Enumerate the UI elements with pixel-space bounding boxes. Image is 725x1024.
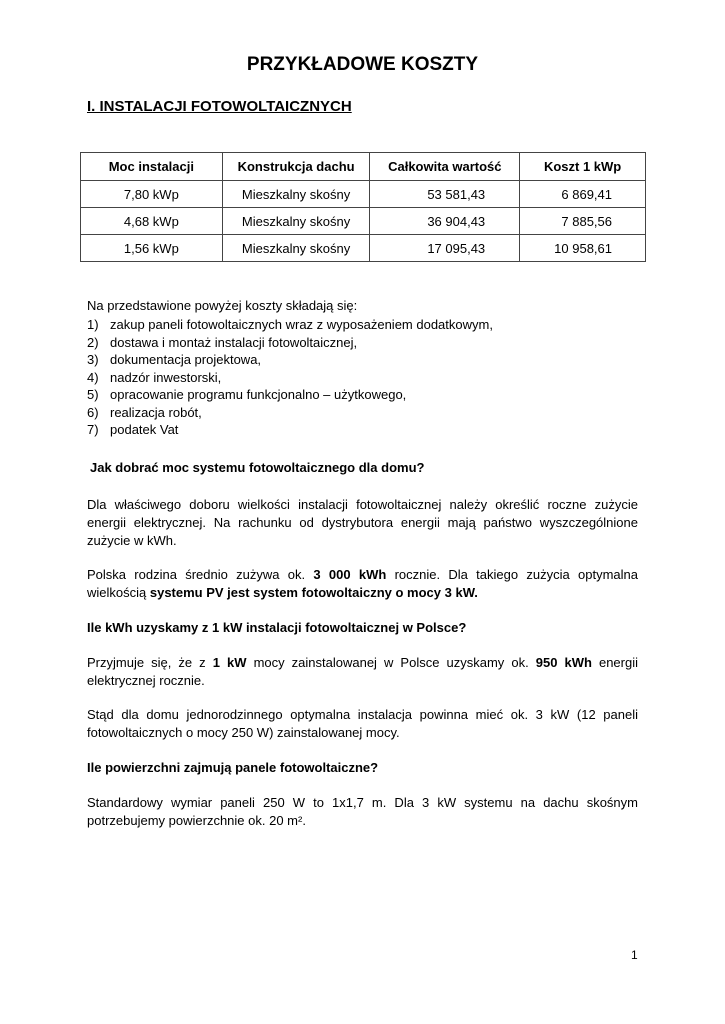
- list-number: 4): [87, 369, 99, 385]
- bold-run: 3 000 kWh: [313, 567, 387, 582]
- cell-konstrukcja: Mieszkalny skośny: [222, 181, 370, 208]
- list-item: [87, 369, 493, 387]
- list-intro: Na przedstawione powyżej koszty składają się:: [87, 298, 358, 313]
- cell-wartosc: 17 095,43: [370, 235, 520, 262]
- cell-moc: 1,56 kWp: [81, 235, 223, 262]
- list-text: dokumentacja projektowa,: [110, 352, 262, 367]
- question-heading-power: Jak dobrać moc systemu fotowoltaicznego dla domu?: [90, 460, 425, 475]
- question-heading-yield: Ile kWh uzyskamy z 1 kW instalacji fotowoltaicznej w Polsce?: [87, 620, 467, 635]
- table-header-row: [81, 153, 646, 181]
- paragraph-yield: [87, 654, 638, 690]
- cell-konstrukcja: Mieszkalny skośny: [222, 235, 370, 262]
- list-item: [87, 334, 493, 352]
- table-row: [81, 235, 646, 262]
- text-run: Polska rodzina średnio zużywa ok.: [87, 567, 314, 582]
- paragraph-panel-size: Standardowy wymiar paneli 250 W to 1x1,7 m. Dla 3 kW systemu na dachu skośnym potrzebujemy powierzchnie ok. 20 m².: [87, 795, 638, 828]
- header-konstrukcja: Konstrukcja dachu: [222, 153, 370, 181]
- cost-table: [80, 152, 646, 262]
- question-heading-area: Ile powierzchni zajmują panele fotowoltaiczne?: [87, 760, 379, 775]
- table-row: [81, 208, 646, 235]
- list-number: 3): [87, 352, 99, 367]
- list-text: zakup paneli fotowoltaicznych wraz z wyposażeniem dodatkowym,: [110, 317, 493, 332]
- cell-koszt: 10 958,61: [520, 235, 646, 262]
- table-row: [81, 181, 646, 208]
- list-text: opracowanie programu funkcjonalno – użytkowego,: [110, 387, 407, 402]
- cell-moc: 4,68 kWp: [81, 208, 223, 235]
- list-text: realizacja robót,: [110, 404, 202, 420]
- bold-run: systemu PV jest system fotowoltaiczny o mocy 3 kW.: [149, 585, 478, 600]
- list-item: [87, 351, 493, 369]
- paragraph-optimal-installation: Stąd dla domu jednorodzinnego optymalna instalacja powinna mieć ok. 3 kW (12 paneli fotowoltaicznych o mocy 250 W) zainstalowanej mocy.: [87, 707, 638, 740]
- cell-wartosc: 53 581,43: [370, 181, 520, 208]
- section-heading: I. INSTALACJI FOTOWOLTAICZNYCH: [87, 98, 352, 115]
- list-item: [87, 421, 493, 439]
- page-number: 1: [631, 948, 638, 962]
- cost-components-list: [87, 316, 493, 439]
- bold-run: 1 kW: [212, 655, 247, 670]
- list-item: [87, 316, 493, 334]
- list-text: nadzór inwestorski,: [110, 369, 222, 385]
- list-number: 6): [87, 404, 99, 420]
- text-run: Przyjmuje się, że z: [87, 655, 213, 670]
- paragraph-family-usage: [87, 566, 638, 602]
- list-text: podatek Vat: [110, 422, 179, 437]
- list-item: [87, 386, 493, 404]
- list-number: 5): [87, 387, 99, 402]
- cell-moc: 7,80 kWp: [81, 181, 223, 208]
- list-text: dostawa i montaż instalacji fotowoltaicznej,: [110, 334, 358, 350]
- text-run: mocy zainstalowanej w Polsce uzyskamy ok.: [246, 655, 536, 670]
- list-item: [87, 404, 493, 422]
- bold-run: 950 kWh: [535, 655, 592, 670]
- cell-wartosc: 36 904,43: [370, 208, 520, 235]
- list-number: 1): [87, 317, 99, 332]
- header-moc: Moc instalacji: [81, 153, 223, 181]
- page-title: PRZYKŁADOWE KOSZTY: [246, 54, 479, 75]
- header-wartosc: Całkowita wartość: [370, 153, 520, 181]
- cell-koszt: 6 869,41: [520, 181, 646, 208]
- text-run: rocznie. Dla takiego zużycia optymalna wielkością: [87, 567, 638, 600]
- paragraph-consumption: Dla właściwego doboru wielkości instalacji fotowoltaicznej należy określić roczne zużycie energii elektrycznej. Na rachunku od dystrybutora energii mają państwo wyszczególnione zużycie w kWh.: [87, 497, 638, 548]
- cell-koszt: 7 885,56: [520, 208, 646, 235]
- cell-konstrukcja: Mieszkalny skośny: [222, 208, 370, 235]
- list-number: 2): [87, 334, 99, 350]
- text-run: energii elektrycznej rocznie.: [87, 655, 638, 688]
- header-koszt: Koszt 1 kWp: [520, 153, 646, 181]
- list-number: 7): [87, 422, 99, 437]
